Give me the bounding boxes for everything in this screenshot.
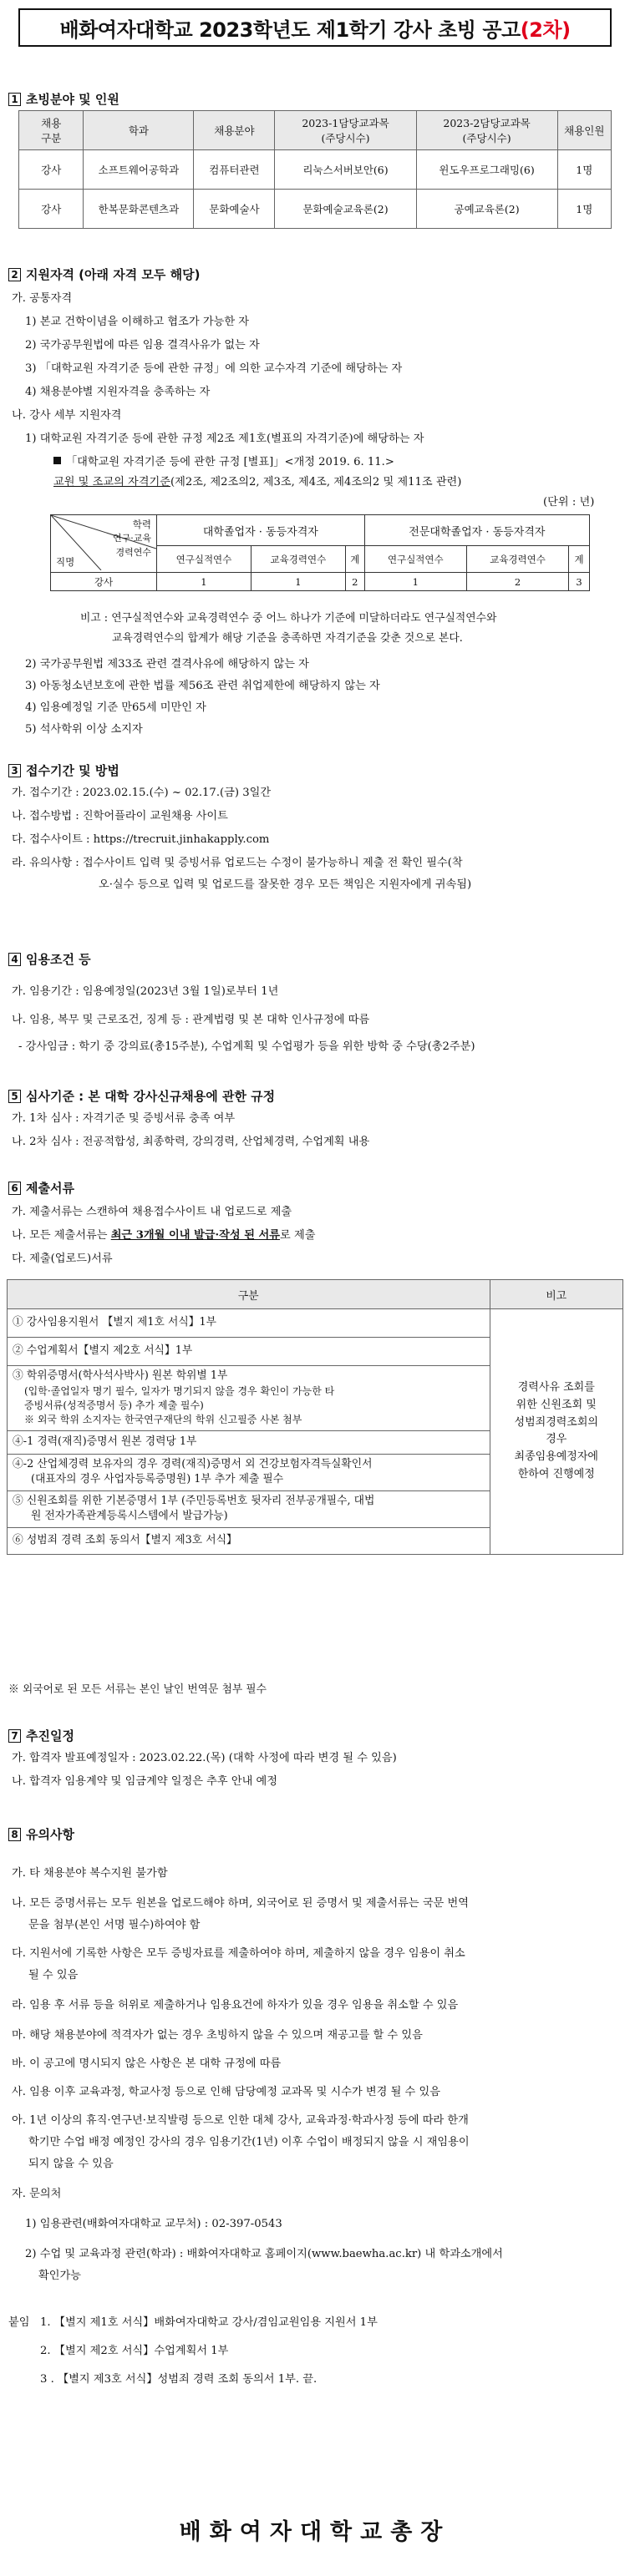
s3-site: 다. 접수사이트 : https://trecruit.jinhakapply.com — [12, 833, 270, 846]
s8-f: 바. 이 공고에 명시되지 않은 사항은 본 대학 규정에 따름 — [12, 2057, 282, 2070]
s4-period: 가. 임용기간 : 임용예정일(2023년 3월 1일)로부터 1년 — [12, 985, 279, 998]
documents-table: 구분 비고 ① 강사임용지원서 【별지 제1호 서식】1부 경력사유 조회를 위한 신원조회 및 성범죄경력조회의 경우 최종임용예정자에 한하여 진행예정 ② 수업계획서【별지 제2호 서식】1부 ③ 학위증명서(학사석사박사) 원본 학위별 1부 (입학·졸업일자 명기 필수, 일자가 명기되지 않을 경우 확인이 가능한 타 증빙서류(성적증명서 등) 추가 제출 필수) ※ 외국 학위 소지자는 한국연구재단의 학위 신고필증 사본 첨부 ④-1 경력(재직)증명서 원본 경력당 1부 ④-2 산업체경력 보유자의 경우 경력(재직)증명서 외 건강보험자격득실확인서 (대표자의 경우 사업자등록증명원) 1부 추가 제출 필수 ⑤ 신원조회를 위한 기본증명서 1부 (주민등록번호 뒷자리 전부공개필수, 대법 원 전자가족관계등록시스템에서 발급가능) ⑥ 성범죄 경력 조회 동의서【별지 제3호 서식】 — [7, 1279, 623, 1555]
square-bullet-icon — [53, 457, 61, 464]
document-item: ④-1 경력(재직)증명서 원본 경력당 1부 — [8, 1430, 490, 1454]
title-accent: (2차) — [520, 18, 571, 42]
s2-item: 2) 국가공무원법에 따른 임용 결격사유가 없는 자 — [25, 339, 260, 352]
s7-b: 나. 합격자 임용계약 및 임금계약 일정은 추후 안내 예정 — [12, 1775, 277, 1788]
s4-wage: - 강사임금 : 학기 중 강의료(총15주분), 수업계획 및 수업평가 등을 위한 방학 중 수당(총2주분) — [18, 1040, 475, 1053]
attachment-item: 2. 【별지 제2호 서식】수업계획서 1부 — [40, 2345, 229, 2357]
section-3-heading: 3 접수기간 및 방법 — [8, 762, 119, 779]
section-1-heading: 1 초빙분야 및 인원 — [8, 90, 119, 108]
document-item: ④-2 산업체경력 보유자의 경우 경력(재직)증명서 외 건강보험자격득실확인서 (대표자의 경우 사업자등록증명원) 1부 추가 제출 필수 — [8, 1454, 490, 1490]
s3-period: 가. 접수기간 : 2023.02.15.(수) ~ 02.17.(금) 3일간 — [12, 787, 272, 799]
section-5-heading: 5 심사기준 : 본 대학 강사신규채용에 관한 규정 — [8, 1087, 275, 1105]
s2-item: 1) 대학교원 자격기준 등에 관한 규정 제2조 제1호(별표의 자격기준)에 해당하는 자 — [25, 433, 424, 445]
corner-cell: 학력 연구·교육 경력연수 직명 — [51, 515, 157, 573]
s2-common: 가. 공통자격 — [12, 292, 73, 305]
s4-conditions: 나. 임용, 복무 및 근로조건, 징계 등 : 관계법령 및 본 대학 인사규정에 따름 — [12, 1014, 370, 1026]
s2-item: 5) 석사학위 이상 소지자 — [25, 723, 143, 736]
section-7-heading: 7 추진일정 — [8, 1727, 74, 1744]
s8-d: 라. 임용 후 서류 등을 허위로 제출하거나 임용요건에 하자가 있을 경우 임용을 취소할 수 있음 — [12, 1999, 459, 2012]
note-line-1: 비고 : 연구실적연수와 교육경력연수 중 어느 하나가 기준에 미달하더라도 연구실적연수와 — [80, 612, 497, 625]
table-row: 강사 한복문화콘텐츠과 문화예술사 문화예술교육론(2) 공예교육론(2) 1명 — [19, 190, 612, 229]
s6-a: 가. 제출서류는 스캔하여 채용접수사이트 내 업로드로 제출 — [12, 1206, 292, 1218]
s8-g: 사. 임용 이후 교육과정, 학교사정 등으로 인해 담당예정 교과목 및 시수가 변경 될 수 있음 — [12, 2086, 440, 2098]
section-2-heading: 2 지원자격 (아래 자격 모두 해당) — [8, 266, 200, 283]
attachment-item: 1. 【별지 제1호 서식】배화여자대학교 강사/겸임교원임용 지원서 1부 — [40, 2316, 378, 2329]
s2-item: 3) 「대학교원 자격기준 등에 관한 규정」에 의한 교수자격 기준에 해당하는 자 — [25, 362, 403, 375]
document-item: ③ 학위증명서(학사석사박사) 원본 학위별 1부 (입학·졸업일자 명기 필수, 일자가 명기되지 않을 경우 확인이 가능한 타 증빙서류(성적증명서 등) 추가 제출 필수) ※ 외국 학위 소지자는 한국연구재단의 학위 신고필증 사본 첨부 — [8, 1366, 490, 1431]
s8-b: 나. 모든 증명서류는 모두 원본을 업로드해야 하며, 외국어로 된 증명서 및 제출서류는 국문 번역 — [12, 1897, 469, 1910]
s3-method: 나. 접수방법 : 진학어플라이 교원채용 사이트 — [12, 810, 228, 822]
s8-h-cont: 되지 않을 수 있음 — [28, 2158, 114, 2170]
attachment-item: 3 . 【별지 제3호 서식】성범죄 경력 조회 동의서 1부. 끝. — [40, 2373, 318, 2386]
s8-a: 가. 타 채용분야 복수지원 불가함 — [12, 1867, 168, 1880]
s2-item: 3) 아동청소년보호에 관한 법률 제56조 관련 취업제한에 해당하지 않는 자 — [25, 680, 380, 692]
s3-caution: 라. 유의사항 : 접수사이트 입력 및 증빙서류 업로드는 수정이 불가능하니 제출 전 확인 필수(착 — [12, 857, 463, 869]
recruitment-table — [18, 110, 612, 229]
table-header-row: 채용 구분 학과 채용분야 2023-1담당교과목 (주당시수) 2023-2담당교과목 (주당시수) 채용인원 — [19, 111, 612, 150]
s8-e: 마. 해당 채용분야에 적격자가 없는 경우 초빙하지 않을 수 있으며 재공고를 할 수 있음 — [12, 2029, 423, 2042]
s5-second: 나. 2차 심사 : 전공적합성, 최종학력, 강의경력, 산업체경력, 수업계획 내용 — [12, 1136, 370, 1148]
document-item: ② 수업계획서【별지 제2호 서식】1부 — [8, 1338, 490, 1366]
s8-c-cont: 될 수 있음 — [28, 1969, 79, 1981]
document-title: 배화여자대학교 2023학년도 제1학기 강사 초빙 공고(2차) — [59, 18, 571, 42]
s2-detail: 나. 강사 세부 지원자격 — [12, 409, 122, 422]
s8-b-cont: 문을 첨부(본인 서명 필수)하여야 함 — [28, 1919, 201, 1931]
contact-homepage: 2) 수업 및 교육과정 관련(학과) : 배화여자대학교 홈페이지(www.baewha.ac.kr) 내 학과소개에서 — [25, 2248, 503, 2260]
s6-footnote: ※ 외국어로 된 모든 서류는 본인 날인 번역문 첨부 필수 — [8, 1683, 267, 1696]
note-line-2: 교육경력연수의 합계가 해당 기준을 충족하면 자격기준을 갖춘 것으로 본다. — [112, 632, 463, 645]
s7-a: 가. 합격자 발표예정일자 : 2023.02.22.(목) (대학 사정에 따라 변경 될 수 있음) — [12, 1752, 397, 1764]
s2-item: 4) 임용예정일 기준 만65세 미만인 자 — [25, 701, 206, 714]
attachments-label: 붙임 — [8, 2316, 30, 2329]
title-box — [18, 8, 612, 47]
table-row: 강사 소프트웨어공학과 컴퓨터관련 리눅스서버보안(6) 윈도우프로그래밍(6) 1명 — [19, 150, 612, 190]
contact-homepage-cont: 확인가능 — [38, 2270, 81, 2282]
s8-h-cont: 학기만 수업 배정 예정인 강사의 경우 임용기간(1년) 이후 수업이 배정되지 않을 시 재임용이 — [28, 2136, 470, 2148]
section-4-heading: 4 임용조건 등 — [8, 950, 91, 968]
documents-note: 경력사유 조회를 위한 신원조회 및 성범죄경력조회의 경우 최종임용예정자에 한하여 진행예정 — [490, 1309, 623, 1555]
s3-caution-cont: 오·실수 등으로 입력 및 업로드를 잘못한 경우 모든 책임은 지원자에게 귀속됨) — [99, 878, 472, 891]
s2-item: 1) 본교 건학이념을 이해하고 협조가 가능한 자 — [25, 316, 249, 328]
document-item: ⑤ 신원조회를 위한 기본증명서 1부 (주민등록번호 뒷자리 전부공개필수, 대법 원 전자가족관계등록시스템에서 발급가능) — [8, 1490, 490, 1527]
table-row: 강사 1 1 2 1 2 3 — [51, 573, 590, 591]
document-item: ① 강사임용지원서 【별지 제1호 서식】1부 — [8, 1309, 490, 1338]
s2-item: 2) 국가공무원법 제33조 관련 결격사유에 해당하지 않는 자 — [25, 658, 309, 671]
issuer-signature: 배화여자대학교총장 — [179, 2519, 451, 2545]
s2-item: 4) 채용분야별 지원자격을 충족하는 자 — [25, 386, 211, 398]
s8-contact: 자. 문의처 — [12, 2188, 62, 2200]
s8-h: 아. 1년 이상의 휴직·연구년·보직발령 등으로 인한 대체 강사, 교육과정·학과사정 등에 따라 한개 — [12, 2114, 469, 2127]
qualification-standard-line: 교원 및 조교의 자격기준(제2조, 제2조의2, 제3조, 제4조, 제4조의2 및 제11조 관련) — [53, 476, 462, 488]
document-item: ⑥ 성범죄 경력 조회 동의서【별지 제3호 서식】 — [8, 1527, 490, 1554]
qualification-table: 학력 연구·교육 경력연수 직명 대학졸업자 · 동등자격자 전문대학졸업자 · 동등자격자 연구실적연수 교육경력연수 계 연구실적연수 교육경력연수 계 강사 1 1 2 1 2 3 — [50, 514, 590, 591]
section-8-heading: 8 유의사항 — [8, 1825, 74, 1843]
s6-b: 나. 모든 제출서류는 최근 3개월 이내 발급·작성 된 서류로 제출 — [12, 1229, 316, 1242]
s6-c: 다. 제출(업로드)서류 — [12, 1253, 113, 1265]
s8-c: 다. 지원서에 기록한 사항은 모두 증빙자료를 제출하여야 하며, 제출하지 않을 경우 임용이 취소 — [12, 1947, 465, 1960]
unit-label: (단위 : 년) — [543, 496, 595, 509]
section-6-heading: 6 제출서류 — [8, 1179, 74, 1197]
s5-first: 가. 1차 심사 : 자격기준 및 증빙서류 충족 여부 — [12, 1112, 236, 1125]
contact-phone: 1) 임용관련(배화여자대학교 교무처) : 02-397-0543 — [25, 2218, 282, 2230]
regulation-line: 「대학교원 자격기준 등에 관한 규정 [별표]」<개정 2019. 6. 11.> — [53, 454, 394, 470]
